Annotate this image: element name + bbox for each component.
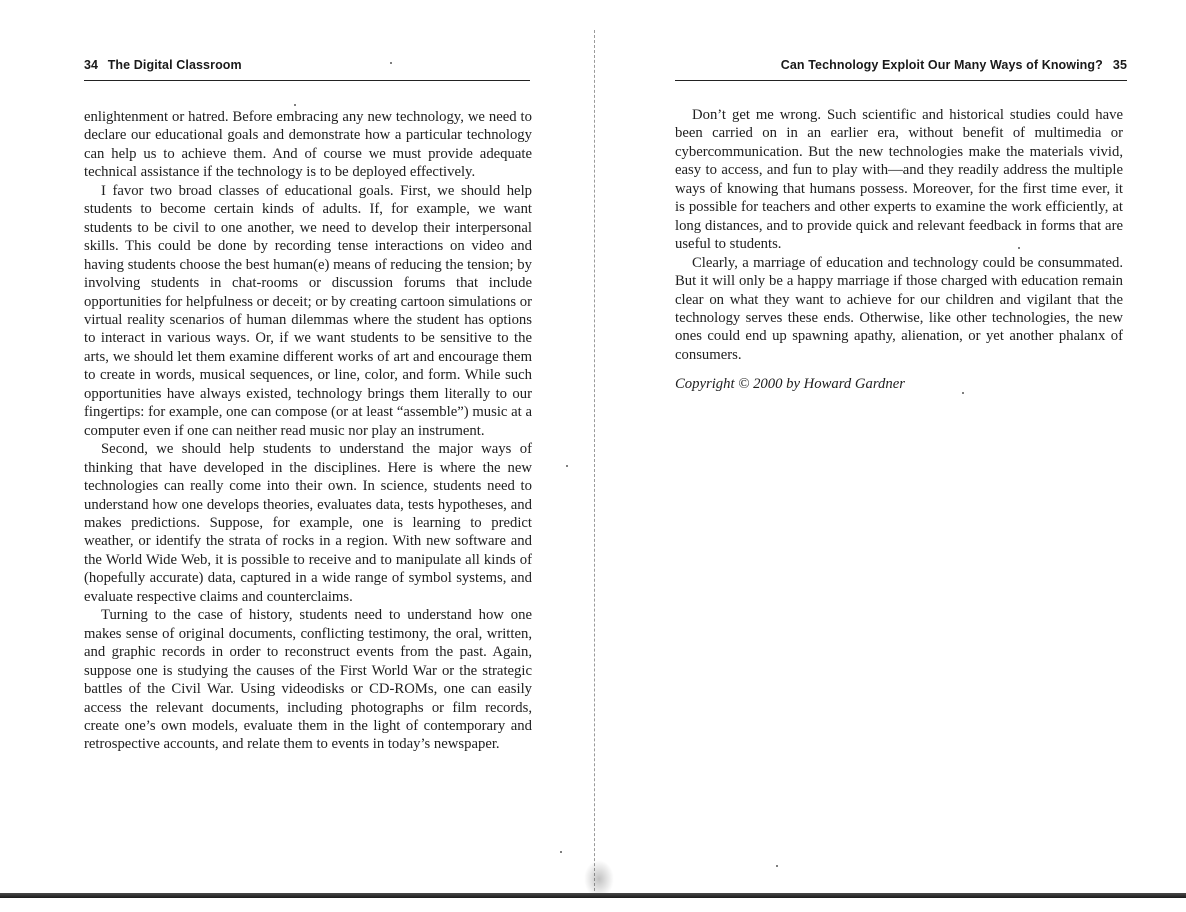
paragraph: Second, we should help students to understand the major ways of thinking that have developed in the disciplines. Here is where the new technologies can really come into their own. In science, students need to understand how one develops theories, evaluates data, tests hypotheses, and makes predictions. Suppose, for example, one is learning to predict weather, or identify the strata of rocks in a region. With new software and the World Wide Web, it is possible to receive and to manipulate all kinds of (hopefully accurate) data, captured in a wide range of symbol systems, and evaluate respective claims and counterclaims. bbox=[84, 441, 532, 605]
left-page bbox=[0, 0, 596, 895]
scan-speck bbox=[962, 392, 964, 394]
page-bottom-margin bbox=[0, 898, 1186, 912]
page-number: 34 bbox=[84, 58, 99, 72]
body-text-right bbox=[675, 106, 1123, 394]
scan-speck bbox=[566, 465, 568, 467]
scan-speck bbox=[1018, 247, 1020, 249]
running-head-right bbox=[675, 58, 1127, 81]
paragraph: Clearly, a marriage of education and technology could be consummated. But it will only be a happy marriage if those charged with education remain clear on what they want to achieve for our children and vigilant that the technology serves these ends. Otherwise, like other technologies, the new ones could end up spawning apathy, alienation, or yet another phalanx of consumers. bbox=[675, 254, 1123, 363]
paragraph: enlightenment or hatred. Before embracing any new technology, we need to declare our educational goals and demonstrate how a particular technology can help us to achieve them. And of course we must provide adequate technical assistance if the technology is to be deployed effectively. bbox=[84, 109, 532, 181]
scan-speck bbox=[560, 851, 562, 853]
copyright-line: Copyright © 2000 by Howard Gardner bbox=[675, 376, 905, 393]
body-text-left bbox=[84, 108, 532, 754]
page-number: 35 bbox=[1112, 58, 1127, 72]
running-head-title: The Digital Classroom bbox=[107, 58, 242, 72]
paragraph: Don’t get me wrong. Such scientific and historical studies could have been carried on in an earlier era, without benefit of multimedia or cybercommunication. But the new technologies make the materials vivid, easy to access, and fun to play with—and they readily address the multiple ways of knowing that humans possess. Moreover, for the first time ever, it is possible for teachers and other experts to examine the work efficiently, at long distances, and to provide quick and relevant feedback in forms that are useful to students. bbox=[675, 107, 1123, 253]
scan-speck bbox=[390, 62, 392, 64]
paragraph: I favor two broad classes of educational goals. First, we should help students to become certain kinds of adults. If, for example, we want students to be civil to one another, we need to develop their interpersonal skills. This could be done by recording tense interactions on video and having students choose the best human(e) means of reducing the tension; by involving students in chat-rooms or discussion forums that include opportunities for helpfulness or deceit; or by creating cartoon simulations or virtual reality scenarios of human dilemmas where the student has options to interact in various ways. Or, if we want students to be sensitive to the arts, we should let them examine different works of art and encourage them to create in words, musical sequences, or line, color, and form. While such opportunities have always existed, technology brings them literally to our fingertips: for example, one can compose (or at least “assemble”) music at a computer even if one can neither read music nor play an instrument. bbox=[84, 182, 532, 439]
right-page bbox=[597, 0, 1186, 895]
paragraph: Turning to the case of history, students need to understand how one makes sense of original documents, conflicting testimony, the oral, written, and graphic records in order to reconstruct events from the past. Again, suppose one is studying the causes of the First World War or the strategic battles of the Civil War. Using videodisks or CD-ROMs, one can easily access the relevant documents, including photographs or film records, create one’s own models, evaluate them in the light of contemporary and retrospective accounts, and relate them to events in today’s newspaper. bbox=[84, 607, 532, 753]
scan-speck bbox=[294, 104, 296, 106]
scan-speck bbox=[776, 865, 778, 867]
running-head-left bbox=[84, 58, 530, 81]
running-head-title: Can Technology Exploit Our Many Ways of Knowing? bbox=[780, 58, 1103, 72]
